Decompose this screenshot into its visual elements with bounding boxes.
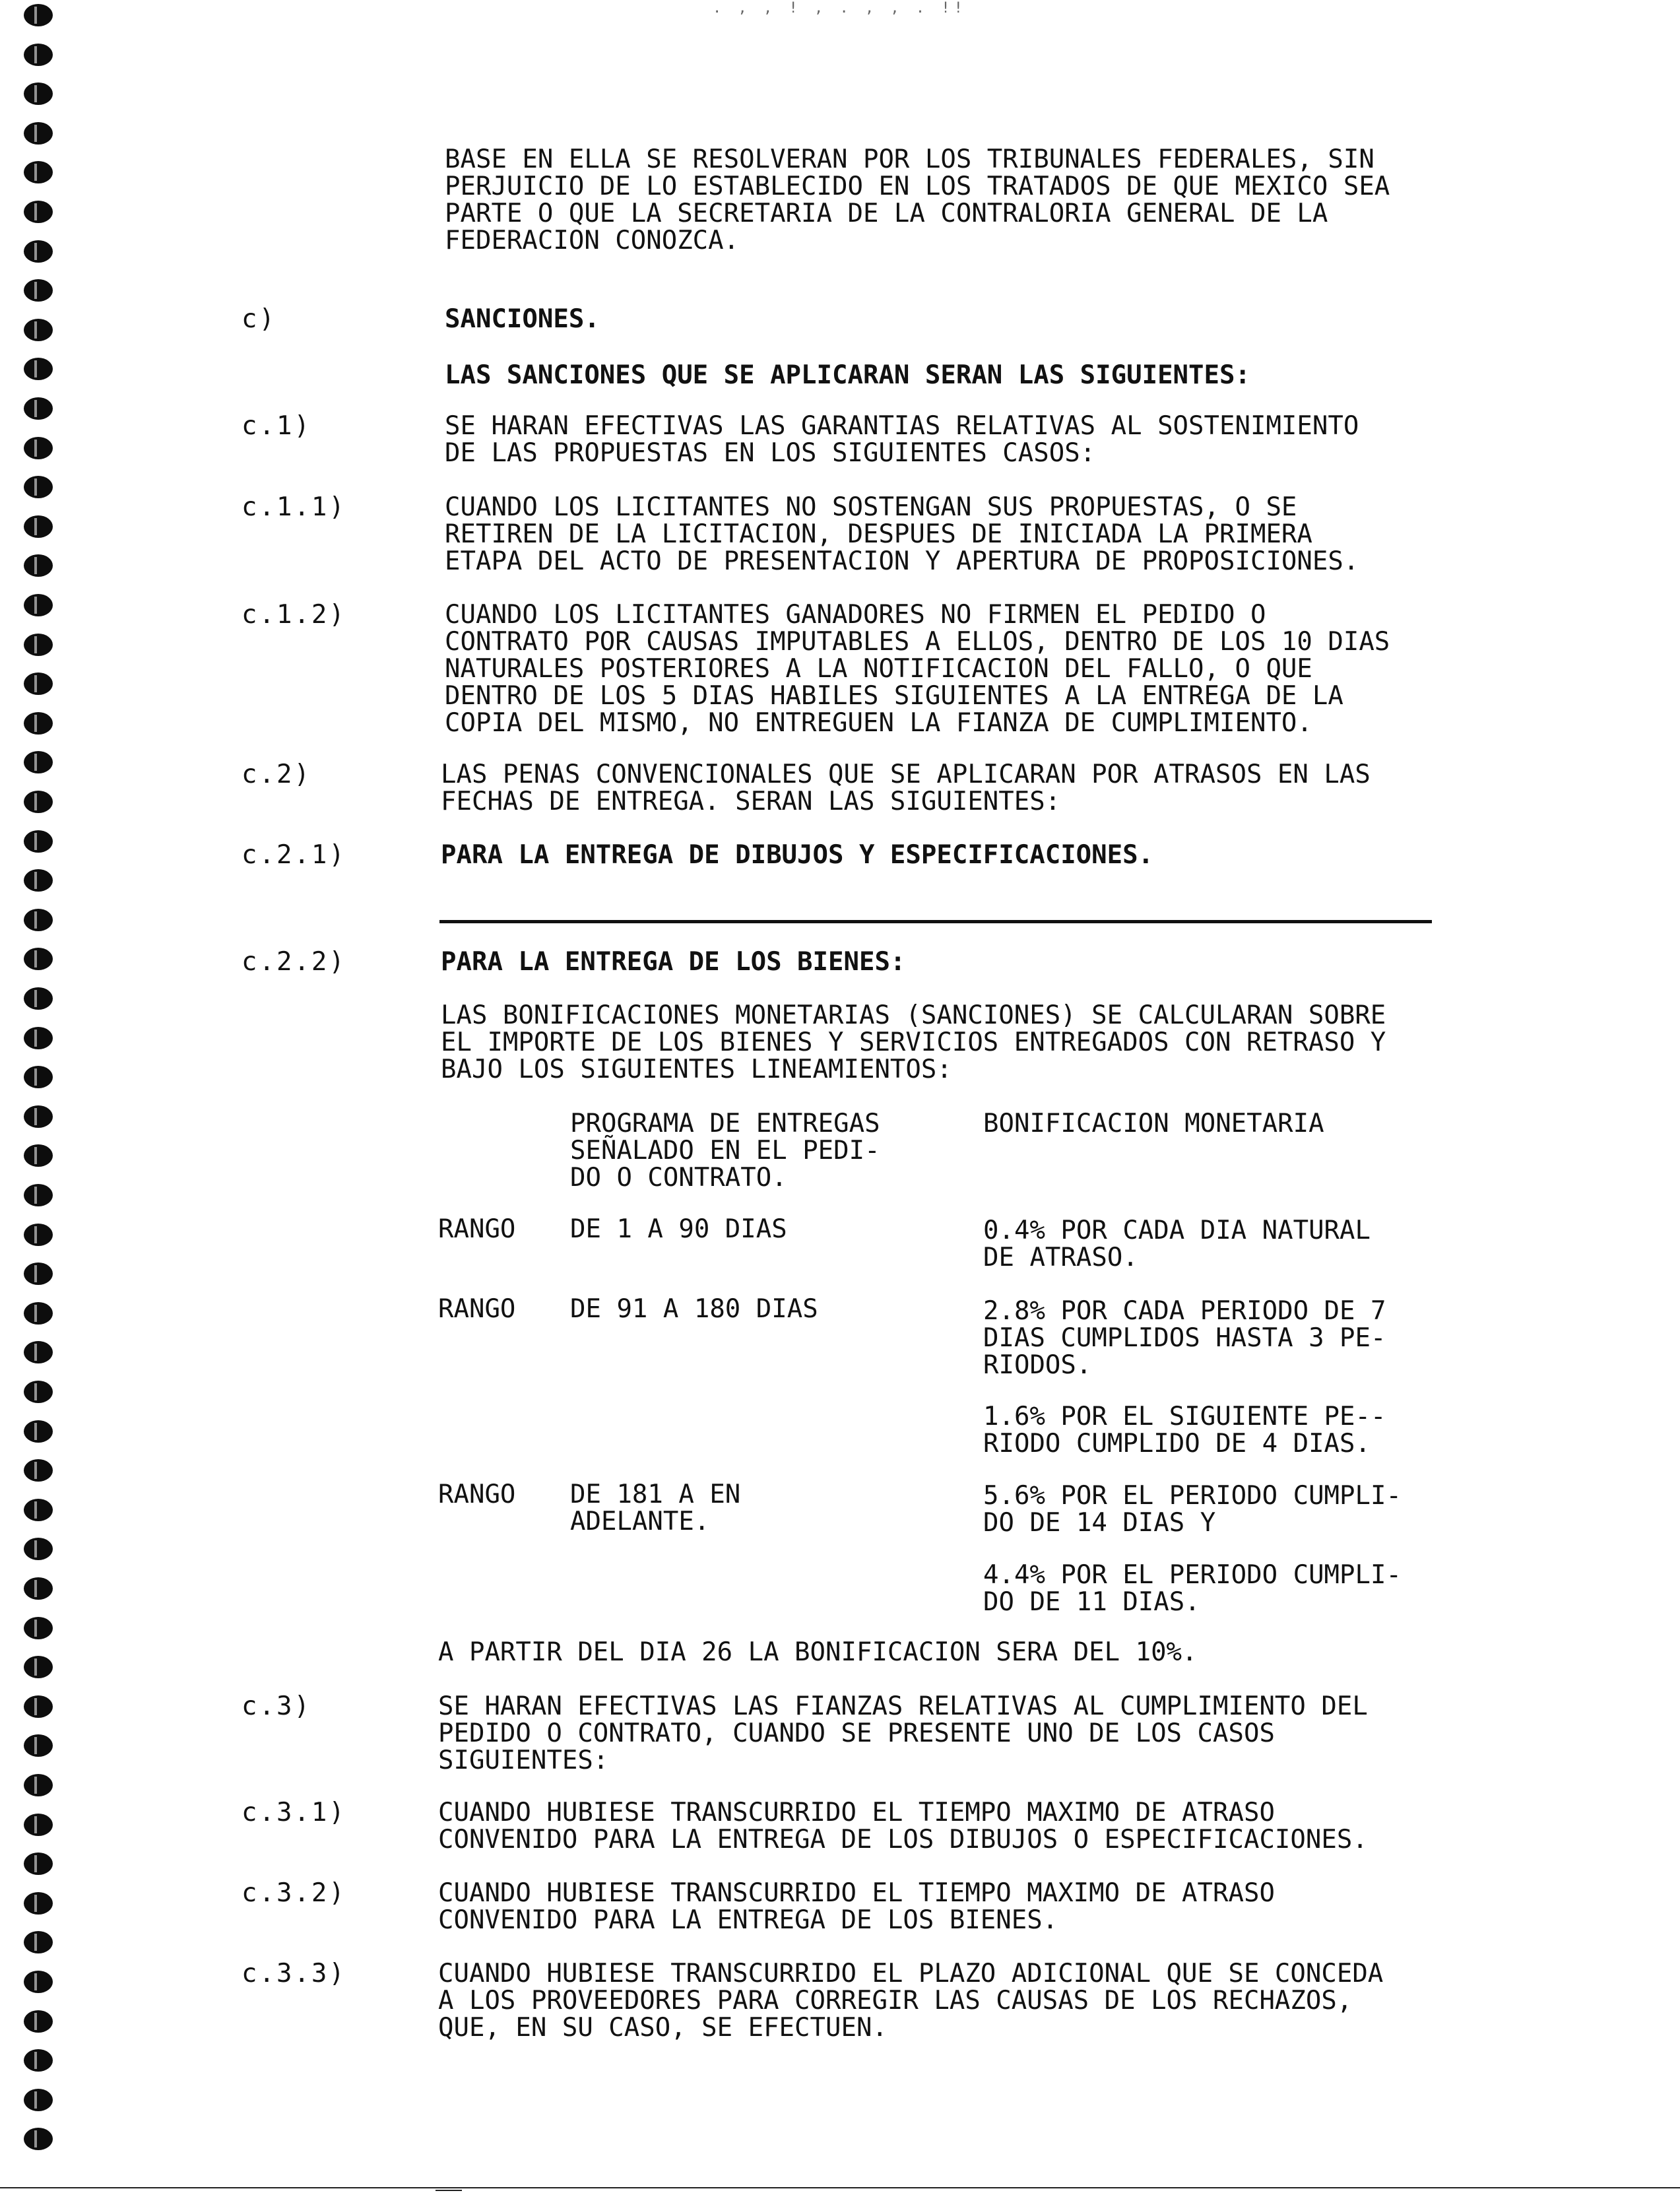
binding-hole xyxy=(24,1931,53,1953)
section-c-title: SANCIONES. xyxy=(445,304,600,334)
text-line: PEDIDO O CONTRATO, CUANDO SE PRESENTE UNO DE LOS CASOS xyxy=(438,1719,1275,1748)
table-head-bonificacion: BONIFICACION MONETARIA xyxy=(983,1109,1324,1138)
binding-hole xyxy=(24,1814,53,1836)
binding-hole xyxy=(24,1538,53,1560)
section-c2-text xyxy=(441,761,1371,815)
text-line: ADELANTE. xyxy=(570,1507,710,1536)
day26-note: A PARTIR DEL DIA 26 LA BONIFICACION SERA DEL 10%. xyxy=(438,1637,1198,1667)
binding-hole xyxy=(24,4,53,26)
table-row-4-rango: RANGO xyxy=(438,1480,516,1509)
text-line: A LOS PROVEEDORES PARA CORREGIR LAS CAUSAS DE LOS RECHAZOS, xyxy=(438,1986,1353,2016)
text-line: DENTRO DE LOS 5 DIAS HABILES SIGUIENTES A LA ENTREGA DE LA xyxy=(445,681,1343,711)
section-c22-text xyxy=(441,1002,1386,1083)
binding-hole xyxy=(24,1184,53,1206)
text-line: PARTE O QUE LA SECRETARIA DE LA CONTRALORIA GENERAL DE LA xyxy=(445,199,1328,228)
text-line: CUANDO HUBIESE TRANSCURRIDO EL TIEMPO MAXIMO DE ATRASO xyxy=(438,1798,1275,1827)
text-line: PERJUICIO DE LO ESTABLECIDO EN LOS TRATADOS DE QUE MEXICO SEA xyxy=(445,172,1390,201)
section-c-label: c) xyxy=(242,304,276,334)
binding-hole xyxy=(24,319,53,341)
text-line: 0.4% POR CADA DIA NATURAL xyxy=(983,1216,1371,1245)
text-line: DO DE 11 DIAS. xyxy=(983,1587,1200,1617)
binding-hole xyxy=(24,554,53,577)
binding-hole xyxy=(24,1420,53,1443)
section-c3-text xyxy=(438,1693,1368,1774)
binding-hole xyxy=(24,1971,53,1993)
section-c32-label: c.3.2) xyxy=(242,1878,346,1908)
table-row-2-rango: RANGO xyxy=(438,1294,516,1324)
binding-hole xyxy=(24,1066,53,1088)
binding-hole xyxy=(24,948,53,970)
table-row-4-plazo xyxy=(570,1481,740,1535)
binding-hole xyxy=(24,1734,53,1757)
text-line: SEÑALADO EN EL PEDI- xyxy=(570,1136,880,1165)
text-line: COPIA DEL MISMO, NO ENTREGUEN LA FIANZA DE CUMPLIMIENTO. xyxy=(445,708,1312,738)
text-line: SE HARAN EFECTIVAS LAS FIANZAS RELATIVAS AL CUMPLIMIENTO DEL xyxy=(438,1691,1368,1721)
section-c11-label: c.1.1) xyxy=(242,492,346,522)
section-c31-label: c.3.1) xyxy=(242,1798,346,1827)
text-line: FECHAS DE ENTREGA. SERAN LAS SIGUIENTES: xyxy=(441,787,1061,816)
text-line: 2.8% POR CADA PERIODO DE 7 xyxy=(983,1296,1386,1326)
binding-hole xyxy=(24,594,53,616)
binding-hole xyxy=(24,1144,53,1167)
table-row-1-plazo xyxy=(570,1216,787,1243)
binding-hole xyxy=(24,1853,53,1875)
binding-hole xyxy=(24,122,53,145)
binding-hole xyxy=(24,515,53,538)
binding-hole xyxy=(24,279,53,302)
text-line: DO O CONTRATO. xyxy=(570,1163,787,1193)
binding-hole xyxy=(24,2049,53,2072)
horizontal-rule xyxy=(439,920,1432,923)
text-line: DE LAS PROPUESTAS EN LOS SIGUIENTES CASOS: xyxy=(445,438,1096,468)
table-row-4-bonif xyxy=(983,1482,1402,1536)
binding-hole xyxy=(24,712,53,735)
text-line: ETAPA DEL ACTO DE PRESENTACION Y APERTURA DE PROPOSICIONES. xyxy=(445,546,1359,576)
section-c12-label: c.1.2) xyxy=(242,600,346,630)
text-line: DE ATRASO. xyxy=(983,1243,1138,1272)
text-line: DE 91 A 180 DIAS xyxy=(570,1294,818,1324)
table-row-2-plazo xyxy=(570,1295,818,1323)
text-line: CONTRATO POR CAUSAS IMPUTABLES A ELLOS, DENTRO DE LOS 10 DIAS xyxy=(445,627,1390,657)
table-row-3-bonif xyxy=(983,1403,1386,1457)
binding-hole xyxy=(24,634,53,656)
table-head-program xyxy=(570,1110,880,1191)
header-noise: . , , ! , . , , . !! xyxy=(713,0,967,16)
text-line: DE 181 A EN xyxy=(570,1480,741,1509)
text-line: RETIREN DE LA LICITACION, DESPUES DE INICIADA LA PRIMERA xyxy=(445,519,1312,549)
text-line: BASE EN ELLA SE RESOLVERAN POR LOS TRIBUNALES FEDERALES, SIN xyxy=(445,145,1374,174)
binding-hole xyxy=(24,1892,53,1915)
binding-hole xyxy=(24,2010,53,2033)
text-line: LAS PENAS CONVENCIONALES QUE SE APLICARAN POR ATRASOS EN LAS xyxy=(441,760,1371,789)
binding-hole xyxy=(24,1459,53,1482)
binding-hole xyxy=(24,1774,53,1796)
binding-hole xyxy=(24,1262,53,1285)
binding-hole xyxy=(24,2128,53,2150)
text-line: CUANDO LOS LICITANTES NO SOSTENGAN SUS PROPUESTAS, O SE xyxy=(445,492,1297,522)
section-c31-text xyxy=(438,1799,1368,1853)
binding-hole xyxy=(24,2089,53,2111)
binding-hole xyxy=(24,1381,53,1403)
text-line: PROGRAMA DE ENTREGAS xyxy=(570,1109,880,1138)
binding-hole xyxy=(24,1105,53,1128)
text-line: NATURALES POSTERIORES A LA NOTIFICACION DEL FALLO, O QUE xyxy=(445,654,1312,684)
text-line: CUANDO LOS LICITANTES GANADORES NO FIRMEN EL PEDIDO O xyxy=(445,600,1266,630)
text-line: RIODOS. xyxy=(983,1350,1092,1380)
section-c21-label: c.2.1) xyxy=(242,840,346,870)
section-c33-text xyxy=(438,1960,1383,2041)
section-c33-label: c.3.3) xyxy=(242,1959,346,1988)
text-line: CONVENIDO PARA LA ENTREGA DE LOS BIENES. xyxy=(438,1905,1058,1935)
table-row-1-rango: RANGO xyxy=(438,1214,516,1244)
text-line: 1.6% POR EL SIGUIENTE PE-- xyxy=(983,1402,1386,1431)
table-row-2-bonif xyxy=(983,1297,1386,1379)
binding-hole xyxy=(24,830,53,853)
binding-hole xyxy=(24,1027,53,1049)
binding-hole xyxy=(24,1499,53,1521)
section-c2-label: c.2) xyxy=(242,760,311,789)
text-line: SE HARAN EFECTIVAS LAS GARANTIAS RELATIVAS AL SOSTENIMIENTO xyxy=(445,411,1359,441)
text-line: DO DE 14 DIAS Y xyxy=(983,1508,1216,1538)
footer-mark xyxy=(436,2190,462,2191)
text-line: 5.6% POR EL PERIODO CUMPLI- xyxy=(983,1481,1402,1511)
section-c22-title: PARA LA ENTREGA DE LOS BIENES: xyxy=(441,947,906,977)
table-row-1-bonif xyxy=(983,1217,1371,1271)
binding-holes xyxy=(24,0,63,2197)
binding-hole xyxy=(24,358,53,380)
section-c32-text xyxy=(438,1880,1275,1934)
text-line: EL IMPORTE DE LOS BIENES Y SERVICIOS ENTREGADOS CON RETRASO Y xyxy=(441,1028,1386,1057)
footer-line xyxy=(0,2187,1680,2188)
intro-paragraph xyxy=(445,146,1390,254)
table-row-5-bonif xyxy=(983,1561,1402,1616)
section-c22-label: c.2.2) xyxy=(242,947,346,977)
text-line: CONVENIDO PARA LA ENTREGA DE LOS DIBUJOS O ESPECIFICACIONES. xyxy=(438,1825,1368,1854)
binding-hole xyxy=(24,1577,53,1600)
binding-hole xyxy=(24,44,53,66)
section-c11-text xyxy=(445,494,1359,575)
text-line: CUANDO HUBIESE TRANSCURRIDO EL TIEMPO MAXIMO DE ATRASO xyxy=(438,1878,1275,1908)
text-line: DIAS CUMPLIDOS HASTA 3 PE- xyxy=(983,1323,1386,1353)
binding-hole xyxy=(24,1656,53,1678)
text-line: RIODO CUMPLIDO DE 4 DIAS. xyxy=(983,1429,1371,1459)
text-line: CUANDO HUBIESE TRANSCURRIDO EL PLAZO ADICIONAL QUE SE CONCEDA xyxy=(438,1959,1384,1988)
binding-hole xyxy=(24,672,53,695)
binding-hole xyxy=(24,751,53,773)
text-line: DE 1 A 90 DIAS xyxy=(570,1214,787,1244)
section-c-subtitle: LAS SANCIONES QUE SE APLICARAN SERAN LAS SIGUIENTES: xyxy=(445,360,1250,390)
binding-hole xyxy=(24,1341,53,1363)
binding-hole xyxy=(24,791,53,813)
binding-hole xyxy=(24,240,53,263)
binding-hole xyxy=(24,1695,53,1718)
binding-hole xyxy=(24,437,53,459)
section-c1-label: c.1) xyxy=(242,411,311,441)
binding-hole xyxy=(24,1302,53,1325)
text-line: FEDERACION CONOZCA. xyxy=(445,226,740,255)
section-c1-text xyxy=(445,412,1359,467)
binding-hole xyxy=(24,909,53,931)
section-c21-title: PARA LA ENTREGA DE DIBUJOS Y ESPECIFICACIONES. xyxy=(441,840,1154,870)
binding-hole xyxy=(24,82,53,105)
text-line: LAS BONIFICACIONES MONETARIAS (SANCIONES) SE CALCULARAN SOBRE xyxy=(441,1000,1386,1030)
binding-hole xyxy=(24,1224,53,1246)
binding-hole xyxy=(24,397,53,420)
binding-hole xyxy=(24,201,53,223)
binding-hole xyxy=(24,869,53,892)
text-line: 4.4% POR EL PERIODO CUMPLI- xyxy=(983,1560,1402,1590)
section-c12-text xyxy=(445,601,1390,737)
section-c3-label: c.3) xyxy=(242,1691,311,1721)
text-line: SIGUIENTES: xyxy=(438,1746,609,1775)
binding-hole xyxy=(24,987,53,1010)
binding-hole xyxy=(24,476,53,498)
text-line: BAJO LOS SIGUIENTES LINEAMIENTOS: xyxy=(441,1055,952,1084)
binding-hole xyxy=(24,1617,53,1639)
text-line: QUE, EN SU CASO, SE EFECTUEN. xyxy=(438,2013,888,2043)
binding-hole xyxy=(24,161,53,183)
